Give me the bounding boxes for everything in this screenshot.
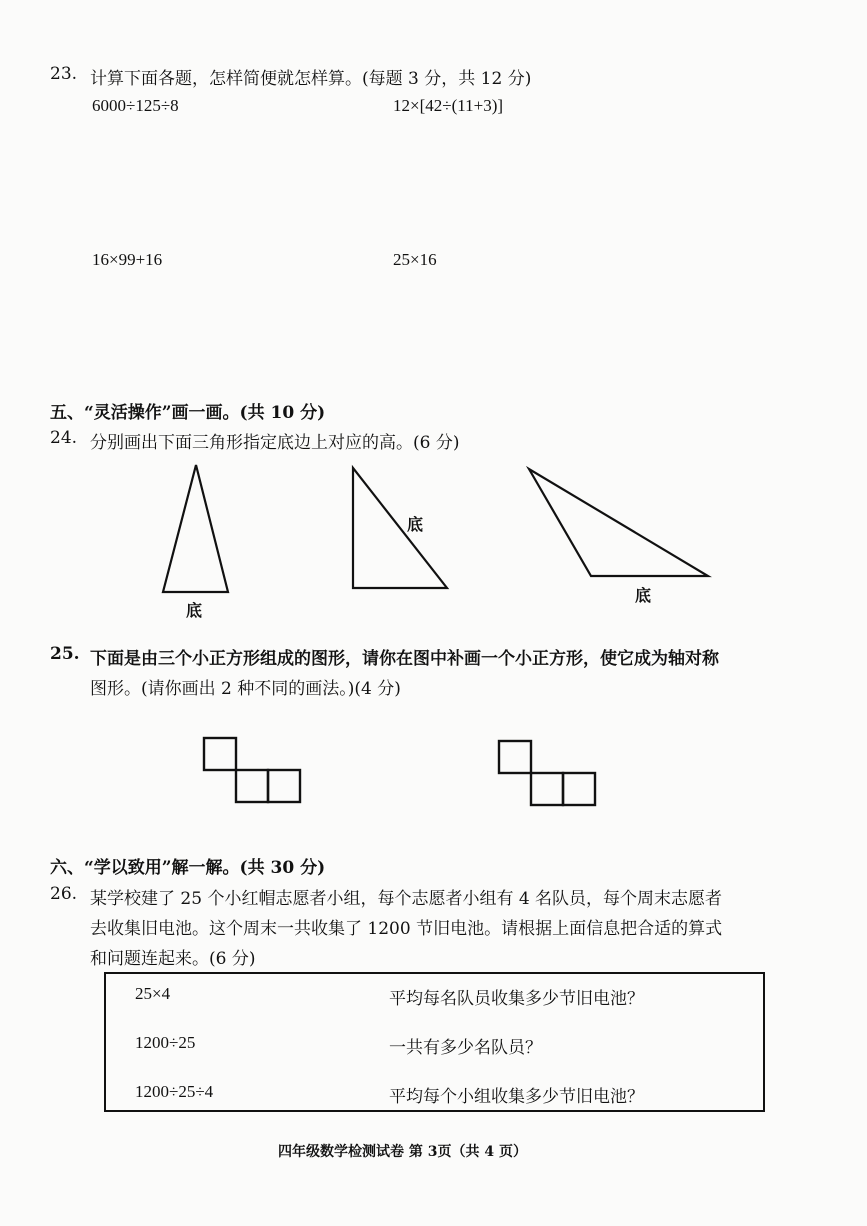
question-23-text: 计算下面各题，怎样简便就怎样算。(每题 3 分，共 12 分) xyxy=(90,69,532,89)
question-26-line-2: 去收集旧电池。这个周末一共收集了 1200 节旧电池。请根据上面信息把合适的算式 xyxy=(90,919,723,939)
square xyxy=(499,741,531,773)
match-expression-1: 25×4 xyxy=(135,984,171,1003)
expression-4: 25×16 xyxy=(393,250,437,269)
match-question-3: 平均每个小组收集多少节旧电池？ xyxy=(389,1087,644,1107)
question-25-line-1: 下面是由三个小正方形组成的图形，请你在图中补画一个小正方形，使它成为轴对称 xyxy=(90,649,719,669)
question-26-line-1: 某学校建了 25 个小红帽志愿者小组，每个志愿者小组有 4 名队员，每个周末志愿者 xyxy=(90,889,723,909)
question-26-line-3: 和问题连起来。(6 分) xyxy=(90,949,256,969)
question-24-text: 分别画出下面三角形指定底边上对应的高。(6 分) xyxy=(90,433,460,453)
match-question-1: 平均每名队员收集多少节旧电池？ xyxy=(389,989,644,1009)
question-25-line-2: 图形。(请你画出 2 种不同的画法。)(4 分) xyxy=(90,679,401,699)
question-26-number: 26. xyxy=(50,884,78,904)
expression-1: 6000÷125÷8 xyxy=(92,96,179,115)
match-expression-2: 1200÷25 xyxy=(135,1033,196,1052)
triangle-2-base-label: 底 xyxy=(407,515,424,534)
match-question-2: 一共有多少名队员？ xyxy=(389,1038,542,1058)
section-5-title: 五、“灵活操作”画一画。(共 10 分) xyxy=(50,403,326,423)
question-23-number: 23. xyxy=(50,64,78,84)
question-24-number: 24. xyxy=(50,428,78,448)
section-6-title: 六、“学以致用”解一解。(共 30 分) xyxy=(50,858,326,878)
page-footer: 四年级数学检测试卷 第 3页（共 4 页） xyxy=(278,1144,527,1160)
square xyxy=(563,773,595,805)
square-figure-2 xyxy=(499,741,595,805)
match-expression-3: 1200÷25÷4 xyxy=(135,1082,214,1101)
expression-2: 12×[42÷(11+3)] xyxy=(393,96,504,115)
triangle-3-base-label: 底 xyxy=(635,586,652,605)
expression-3: 16×99+16 xyxy=(92,250,163,269)
square xyxy=(236,770,268,802)
square xyxy=(268,770,300,802)
square xyxy=(204,738,236,770)
question-25-number: 25. xyxy=(50,644,80,664)
triangle-1-base-label: 底 xyxy=(186,601,203,620)
square xyxy=(531,773,563,805)
square-figure-1 xyxy=(204,738,300,802)
